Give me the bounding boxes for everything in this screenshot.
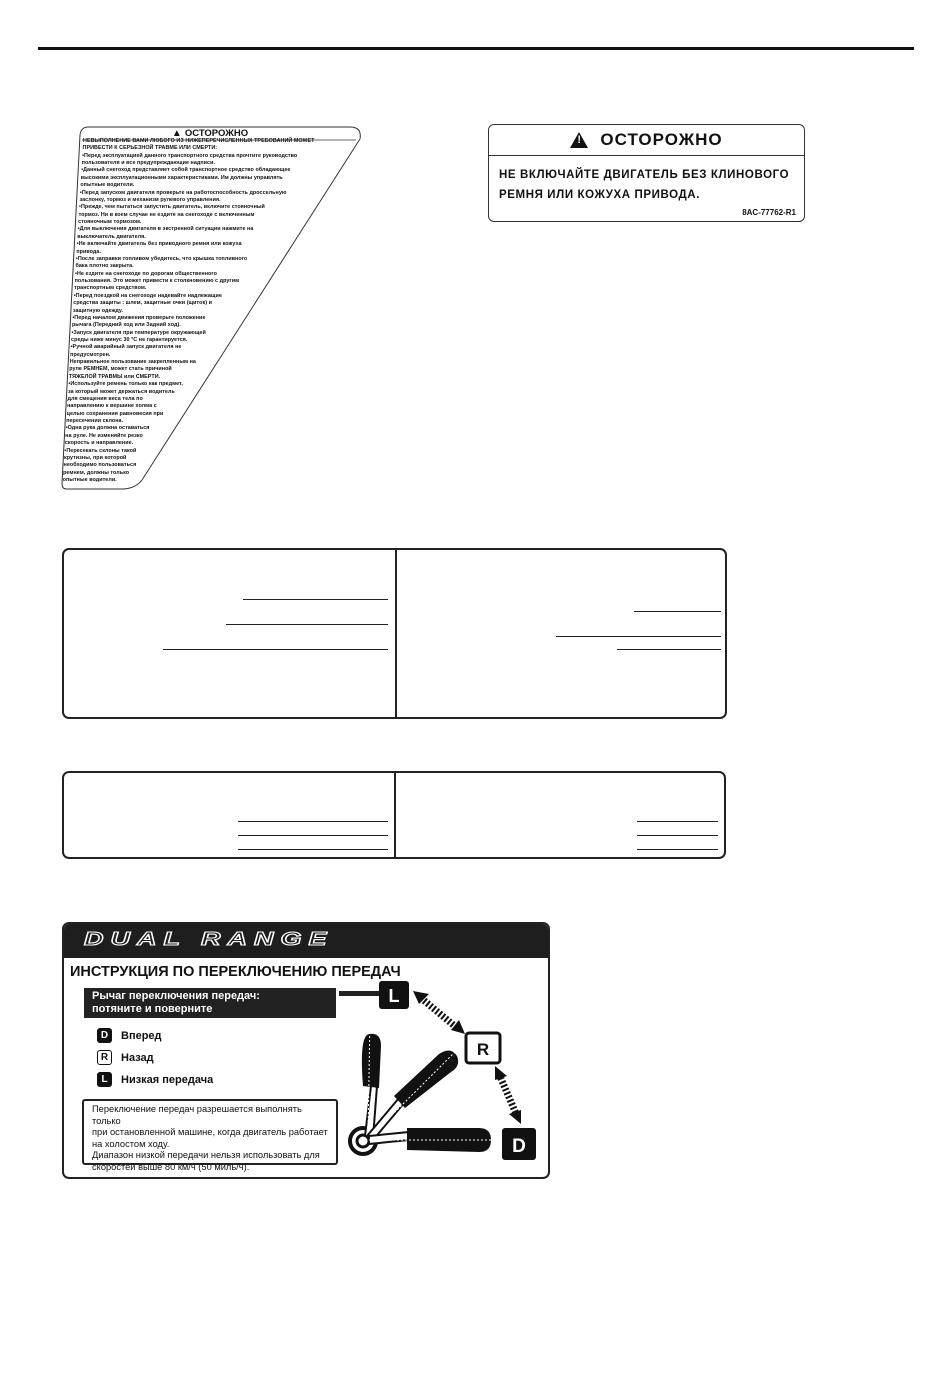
warning-label-line: •Перед запуском двигателя проверьте на работоспособность дроссельную — [79, 189, 287, 196]
warning-label-line: НЕВЫПОЛНЕНИЕ ВАМИ ЛЮБОГО ИЗ НИЖЕПЕРЕЧИСЛЕННЫХ ТРЕБОВАНИЙ МОЖЕТ — [83, 138, 315, 144]
legend-low — [97, 1072, 213, 1087]
warning-label-line: Неправильное пользование закрепленным на — [69, 359, 196, 366]
warning-label-line: за который может держаться водитель — [67, 388, 175, 395]
gear-lever-diagram — [339, 976, 539, 1176]
warning-label-line: скорость и направление. — [64, 440, 134, 447]
note-line: на холостом ходу. — [92, 1138, 170, 1149]
spec-table-1 — [62, 548, 727, 719]
note-line: при остановленной машине, когда двигатель работает — [92, 1127, 328, 1137]
gear-instruction-heading: ИНСТРУКЦИЯ ПО ПЕРЕКЛЮЧЕНИЮ ПЕРЕДАЧ — [70, 964, 401, 980]
legend-reverse — [97, 1050, 154, 1065]
table-underline — [634, 611, 721, 612]
gear-shift-note — [82, 1099, 338, 1172]
part-number: 8AC-77762-R1 — [742, 208, 796, 217]
warning-label-line: необходимо пользоваться — [63, 462, 137, 469]
warning-label-line: опытные водители. — [80, 182, 135, 189]
warning-label-line: •Одна рука должна оставаться — [65, 425, 150, 432]
warning-label-line: тормоз. Ни в коем случае не ездите на снегоходе с включенным — [78, 211, 255, 218]
note-line: Переключение передач разрешается выполнять только — [92, 1104, 302, 1126]
lever-line-1: Рычаг переключения передач: — [92, 990, 260, 1002]
table-underline — [637, 821, 718, 822]
warning-label-line: пользования. Это может привести к столкновению с другим — [74, 278, 240, 285]
warning-label-line: крутизны, при которой — [63, 454, 127, 461]
warning-label-line: •После заправки топливом убедитесь, что крышка топливного — [75, 255, 248, 262]
warning-label-line: защитную одежду. — [72, 307, 123, 314]
warning-label-line: на руле. Не изменяйте резко — [65, 432, 143, 439]
warning-label-line: среды ниже минус 30 °С не гарантируется. — [71, 336, 188, 343]
spec-table-2 — [62, 771, 726, 859]
drive-key-icon: D — [97, 1028, 112, 1043]
dual-range-label — [62, 922, 550, 1179]
warning-title: ОСТОРОЖНО — [600, 130, 723, 149]
top-rule — [38, 47, 914, 50]
drive-key-letter: D — [512, 1136, 526, 1157]
table-underline — [637, 835, 718, 836]
dual-range-logo: DUAL RANGE — [84, 928, 334, 949]
warning-label-line: направлению к вершине холма с — [67, 403, 157, 410]
warning-triangle-icon: ! — [570, 132, 588, 148]
warning-triangle-icon: ▲ — [171, 128, 182, 139]
reverse-key-icon: R — [97, 1050, 112, 1065]
warning-label-line: ПРИВЕСТИ К СЕРЬЕЗНОЙ ТРАВМЕ ИЛИ СМЕРТИ: — [82, 145, 218, 152]
legend-label: Назад — [121, 1051, 154, 1064]
warning-body — [499, 165, 789, 205]
warning-label-line: •Не включайте двигатель без приводного ремня или кожуха — [76, 241, 242, 248]
warning-label-belt — [488, 124, 805, 222]
warning-label-line: пересечении склона. — [66, 418, 124, 425]
warning-label-line: •Не ездите на снегоходе по дорогам общественного — [75, 270, 217, 277]
warning-label-line: выключатель двигателя. — [77, 233, 146, 240]
warning-label-line: руле РЕМНЕМ, может стать причиной — [69, 366, 172, 373]
warning-header — [489, 125, 804, 156]
lever-position-low — [362, 1016, 381, 1138]
warning-label-line: пользователя и все предупреждающие надписи. — [81, 160, 216, 167]
warning-label-line: •Для выключения двигателя в экстренной ситуации нажмите на — [77, 226, 254, 233]
warning-label-line: для смещения веса тела по — [67, 395, 143, 402]
low-key-letter: L — [388, 986, 400, 1006]
warning-label-line: •Перед эксплуатацией данного транспортного средства прочтите руководство — [82, 152, 298, 159]
note-line: Диапазон низкой передачи нельзя использовать для — [92, 1150, 320, 1160]
warning-label-line: •Ручной аварийный запуск двигателя не — [70, 344, 182, 351]
warning-label-line: привода. — [76, 248, 102, 255]
table-underline — [226, 624, 388, 625]
lever-position-reverse — [367, 1050, 458, 1140]
table-underline — [637, 849, 718, 850]
table-underline — [238, 821, 388, 822]
warning-label-line: ремнем, должны только — [63, 469, 130, 476]
shift-arrow-icon — [413, 991, 465, 1034]
note-line: скоростей выше 80 км/ч (50 миль/ч). — [92, 1161, 250, 1172]
warning-label-line: •Используйте ремень только как предмет, — [68, 381, 183, 388]
table-underline — [556, 636, 721, 637]
table-underline — [238, 849, 388, 850]
table-divider — [395, 550, 397, 717]
warning-label-line: транспортным средством. — [74, 285, 147, 292]
reverse-key-letter: R — [476, 1040, 490, 1059]
warning-label-line: высокими эксплуатационными характеристиками. Им должны управлять — [80, 174, 283, 181]
warning-label-line: опытные водители. — [62, 477, 117, 484]
warning-label-title: ▲ ОСТОРОЖНО — [171, 128, 249, 139]
table-underline — [163, 649, 388, 650]
low-key-icon: L — [97, 1072, 112, 1087]
shift-arrow-icon — [495, 1066, 521, 1124]
lever-instruction — [84, 988, 336, 1018]
table-underline — [238, 835, 388, 836]
warning-label-line: ТЯЖЕЛОЙ ТРАВМЫ или СМЕРТИ. — [68, 373, 161, 380]
warning-label-line: •Перед началом движения проверьте положение — [72, 314, 206, 321]
legend-label: Низкая передача — [121, 1073, 214, 1086]
table-divider — [394, 773, 396, 857]
warning-label-line: бака плотно закрыта. — [75, 263, 134, 270]
lever-connector — [339, 991, 379, 996]
warning-label-line: •Прежде, чем пытаться запустить двигатель, включите стояночный — [79, 204, 265, 211]
warning-label-line: •Перед поездкой на снегоходе надевайте надлежащие — [73, 292, 222, 299]
warning-label-line: средства защиты : шлем, защитные очки (щиток) и — [73, 300, 212, 307]
lever-position-drive — [369, 1128, 501, 1152]
warning-label-line: •Пересекать склоны такой — [64, 447, 137, 454]
warning-label-line: заслонку, тормоз и механизм рулевого управления. — [79, 196, 221, 203]
warning-label-line: •Запуск двигателя при температуре окружающей — [71, 329, 206, 336]
warning-label-line: стояночным тормозом. — [78, 219, 142, 226]
warning-line-2: РЕМНЯ ИЛИ КОЖУХА ПРИВОДА. — [499, 189, 701, 201]
warning-label-line: •Данный снегоход представляет собой транспортное средство обладающее — [81, 167, 291, 174]
table-underline — [243, 599, 388, 600]
lever-line-2: потяните и поверните — [92, 1003, 213, 1015]
warning-label-line: рычага (Передний ход или Задний ход). — [71, 322, 181, 329]
warning-label-line: предусмотрен. — [70, 351, 111, 358]
table-underline — [617, 649, 721, 650]
legend-label: Вперед — [121, 1029, 162, 1042]
dual-range-banner — [64, 924, 548, 958]
warning-line-1: НЕ ВКЛЮЧАЙТЕ ДВИГАТЕЛЬ БЕЗ КЛИНОВОГО — [499, 169, 790, 181]
legend-drive — [97, 1028, 162, 1043]
warning-label-line: целью сохранения равновесия при — [66, 410, 164, 417]
